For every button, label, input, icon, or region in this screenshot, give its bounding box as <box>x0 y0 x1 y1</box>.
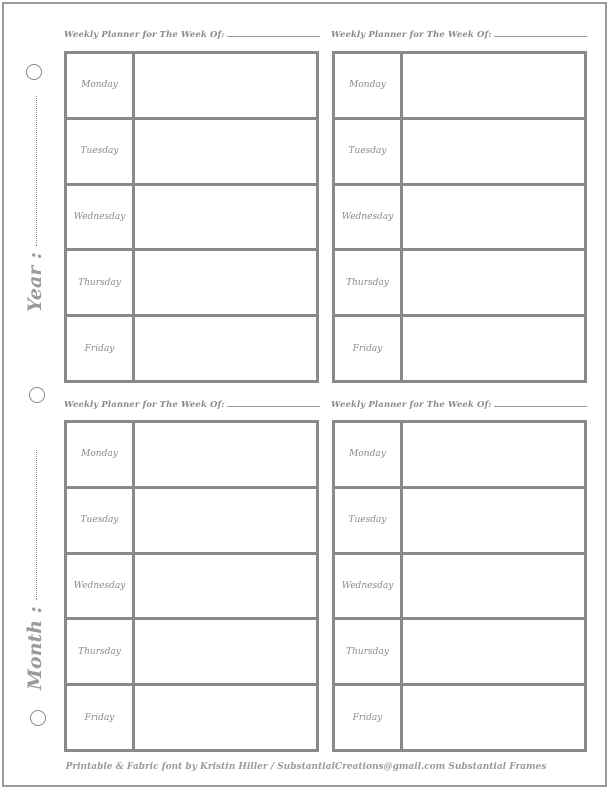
day-label: Friday <box>335 686 403 749</box>
day-label: Tuesday <box>67 120 135 183</box>
day-label: Monday <box>67 54 135 117</box>
month-label: Month : <box>24 450 46 690</box>
day-row-tuesday <box>67 486 316 552</box>
day-label: Thursday <box>67 251 135 314</box>
day-label: Friday <box>67 317 135 380</box>
binder-hole-middle <box>29 387 45 403</box>
planner-grid-top-right <box>332 51 587 383</box>
week-header-label: Weekly Planner for The Week Of: <box>64 30 225 40</box>
day-row-monday <box>335 54 584 117</box>
week-header <box>64 30 320 40</box>
day-label: Tuesday <box>67 489 135 552</box>
day-label: Wednesday <box>335 186 403 249</box>
day-row-monday <box>67 423 316 486</box>
binder-hole-bottom <box>30 710 46 726</box>
week-header-label: Weekly Planner for The Week Of: <box>331 400 492 410</box>
note-cell[interactable] <box>135 317 316 380</box>
day-label: Friday <box>335 317 403 380</box>
week-header-label: Weekly Planner for The Week Of: <box>64 400 225 410</box>
week-fill-line[interactable] <box>494 406 587 407</box>
day-label: Friday <box>67 686 135 749</box>
planner-grid-bottom-right <box>332 420 587 752</box>
week-header-label: Weekly Planner for The Week Of: <box>331 30 492 40</box>
planner-grid-top-left <box>64 51 319 383</box>
note-cell[interactable] <box>135 620 316 683</box>
note-cell[interactable] <box>403 555 584 618</box>
day-label: Thursday <box>67 620 135 683</box>
week-header <box>64 400 320 410</box>
day-row-wednesday <box>335 183 584 249</box>
note-cell[interactable] <box>135 186 316 249</box>
note-cell[interactable] <box>403 620 584 683</box>
day-row-tuesday <box>335 486 584 552</box>
day-row-friday <box>335 314 584 380</box>
week-header <box>331 400 587 410</box>
note-cell[interactable] <box>403 120 584 183</box>
note-cell[interactable] <box>135 686 316 749</box>
day-row-tuesday <box>335 117 584 183</box>
day-row-thursday <box>67 617 316 683</box>
planner-grid-bottom-left <box>64 420 319 752</box>
day-row-wednesday <box>67 183 316 249</box>
day-row-thursday <box>67 248 316 314</box>
note-cell[interactable] <box>135 423 316 486</box>
day-label: Thursday <box>335 620 403 683</box>
day-row-monday <box>67 54 316 117</box>
day-row-wednesday <box>335 552 584 618</box>
day-row-thursday <box>335 248 584 314</box>
week-fill-line[interactable] <box>494 36 587 37</box>
day-row-tuesday <box>67 117 316 183</box>
day-label: Wednesday <box>67 555 135 618</box>
day-label: Thursday <box>335 251 403 314</box>
footer-credit: Printable & Fabric font by Kristin Hiller / SubstantialCreations@gmail.com Substantial Frames <box>65 762 547 772</box>
day-label: Wednesday <box>335 555 403 618</box>
note-cell[interactable] <box>135 251 316 314</box>
day-label: Tuesday <box>335 489 403 552</box>
month-fill-line <box>36 450 37 600</box>
note-cell[interactable] <box>403 686 584 749</box>
week-fill-line[interactable] <box>227 36 320 37</box>
day-label: Monday <box>335 54 403 117</box>
day-label: Tuesday <box>335 120 403 183</box>
binder-hole-top <box>26 64 42 80</box>
note-cell[interactable] <box>403 423 584 486</box>
day-row-monday <box>335 423 584 486</box>
note-cell[interactable] <box>135 120 316 183</box>
week-fill-line[interactable] <box>227 406 320 407</box>
note-cell[interactable] <box>135 489 316 552</box>
note-cell[interactable] <box>403 54 584 117</box>
day-row-friday <box>67 683 316 749</box>
note-cell[interactable] <box>403 186 584 249</box>
day-label: Monday <box>335 423 403 486</box>
note-cell[interactable] <box>403 489 584 552</box>
note-cell[interactable] <box>403 251 584 314</box>
week-header <box>331 30 587 40</box>
day-row-friday <box>335 683 584 749</box>
day-label: Wednesday <box>67 186 135 249</box>
note-cell[interactable] <box>135 54 316 117</box>
day-row-wednesday <box>67 552 316 618</box>
year-label: Year : <box>24 96 46 312</box>
day-row-friday <box>67 314 316 380</box>
day-label: Monday <box>67 423 135 486</box>
note-cell[interactable] <box>135 555 316 618</box>
note-cell[interactable] <box>403 317 584 380</box>
day-row-thursday <box>335 617 584 683</box>
year-fill-line <box>36 96 37 246</box>
